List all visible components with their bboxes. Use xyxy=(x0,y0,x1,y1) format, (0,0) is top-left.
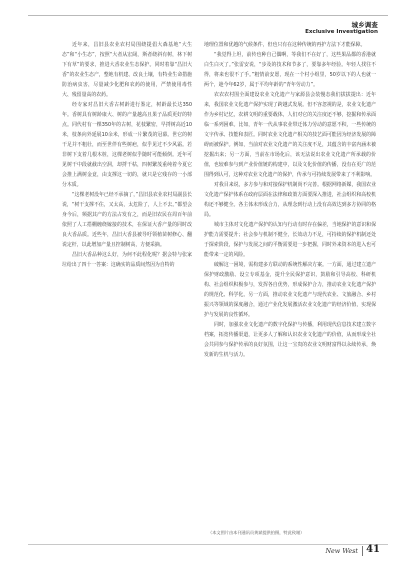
footer-rule xyxy=(28,544,388,545)
article-column-left xyxy=(62,40,192,270)
paragraph: 同时，加强农业文化遗产的数字化保护与传播，利用现代信息技术建立数字档案，拓宽传播渠道，让更多人了解和认识农业文化遗产的价值，从而形成全社会共同参与保护传承的良好氛围，让这一宝贵的农业文明财富得以永续传承，焕发新的生机与活力。 xyxy=(204,322,376,358)
paragraph: “这棵老树没年已经不承摘了，”昌旧县农业农村局副县长说，“树干支撑不住，又太高，太危险了，人上不去。”都望会身今后，频据其产的方法占发有之，而是旧农民在周百年前依照了人工搭棚缠绕嫁接的技术，在保证大香产量的同时改良大香品质。近些年，昌旧大香县被导吁领植苗树修心、翻说定杆，以此增加产量且控制树高，方便采摘。 xyxy=(62,192,192,248)
magazine-name: New West xyxy=(325,547,358,555)
paragraph: 农农农村围全面建设农业文化遗产与家源县会装慢态我们拔拔提出：近年来，我国农业文化遗产保护实现了跨越式发展。但不容忽视的是，农业文化遗产作为乡村记忆，农耕文明的重要载体，人们对它的关注度还不够，挖掘和传承面临一系列困难。比如，青年一代从事农业带迁体力劳动的意愿不积，一些传统的文字传承、技能和表匠。同时农业文化遗产相关的技艺面可能因为经济发展的障碍而被保护。例如，当前对农业文化遗产的关注度不足，其蕴含的丰富内涵未被挖掘出来；另一方面，当前在市场化后，该无法说出农业文化遗产所承载的价值，也较难参与到产业价值链的构建中，以及文化价值的传播，没有在更广的范围得到认可，这种对农业文化遗产的保护，传承与可持续发展带来了不利影响。 xyxy=(204,92,376,178)
page-number: 41 xyxy=(366,544,380,555)
section-title-en: Exclusive Investigation xyxy=(305,29,378,35)
paragraph: 破解这一困境，需构建多方联动的系统性解决方案。一方面，通过建立遗产保护财政激励、设立专项基金，提升全民保护意识，鼓励和引导高校、科研机构、社会组织积极参与，发挥各自优势，形成保护合力，推动农业文化遗产保护的规范化、科学化。另一方面，推动农业文化遗产与现代农业、文旅融合、乡村振兴等领域的深度融合，通过产业化发展激活农业文化遗产的经济价值，实现保护与发展的良性循环。 xyxy=(204,262,376,318)
paragraph: 对我目来说，多方参与和对接保护机制尚不完善。根据网络新媒，我国农业文化遗产保护体系在政府层面在法律和政策方面要深入推进，社会组织和高校机构还不够健全。各主体未形成合力，从理念到行动上没有高效达到多方协同的格局。 xyxy=(204,182,376,218)
paragraph: “我觉得上坦，前传也种自己偶啊，等我们不在好了，这些果品都的香港就白生白灭了。”张雷安说，“步及的技术和节多了，要靠多年经验。年轻人找往不得，将来也很不了手。”粗情前安愿，现在一个村小组里，50岁以下的人也就一两个，趁今年62岁，属于平均年龄的“青年劳动力”。 xyxy=(204,52,376,88)
paragraph: 经专家对昌旧大香古树龄进行鉴定，树龄最长达350年。香树具有树龄康大、树的产量越高且果子品质更好的特点。同代村有一棵350年的古树，花枝繁密，早捋树高近10米，枝条向外延展10余米，形成一片繁茂的冠幕。世它的树干足并不粗壮，而至世伴有些树疤，似乎见过不少风霜。若非树下支着几根木桩，这棵老树似乎随时可能倾倒。近年可见树干中段就截出空洞，却捋干枯，四树繁茂重纯着今夏它会推上满树金竟，由支撑这一切的，就只是它残存的一小部分木质。 xyxy=(62,102,192,188)
footer-divider xyxy=(362,546,363,556)
paragraph: 昌旧大香品种这么好，为何不此程化呢？据会特与张家垃给出了四十一答案：这确实的品质间然因为自特的 xyxy=(62,252,192,268)
paragraph: 近年来，昌旧县农业农村局围绕提倡大森基地“大生态”和“小生态”，按照“大者从宏阔，斯者绕斜有树，林下树下有草”的要求，推进大香农业生态保护。同时着靠“昌旧大香”的农业生态产，整地有机建、改良土壤，有特业生命措施防治病虫害，尽量减少化肥和农药的使用，严禁使用毒性大、残留量高的农药。 xyxy=(62,42,192,98)
section-title-cn: 城乡调查 xyxy=(351,21,378,29)
paragraph: 地理位置和优越的气候条件，但也只有在这种传统的再护方法下才能保障。 xyxy=(204,42,366,48)
photo-credit: （本文图片由本刊通讯员黄斌提供拍摄，特此致谢） xyxy=(208,530,305,535)
paragraph: 城市主体对文化遗产保护的认知与行动有时存在偏差，当地保护的意识和保护能力需要提升；社会参与机制不健全，长效动力不足，可持续的保护机制还处于探索阶段，保护与发展之间的平衡需要进一步把握，同时外来资本的进入也可能带来一定的风险。 xyxy=(204,222,376,258)
article-column-right xyxy=(204,40,376,360)
header-rule xyxy=(28,15,388,16)
